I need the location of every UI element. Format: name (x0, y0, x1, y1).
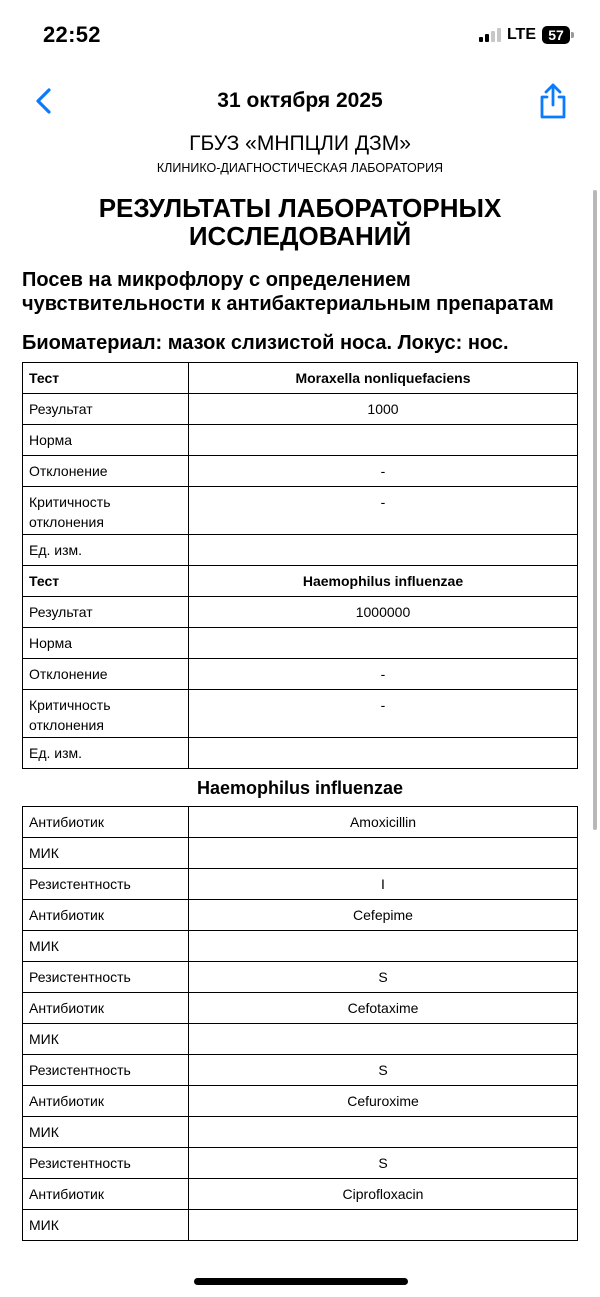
table-row (23, 900, 578, 931)
table-row (23, 628, 578, 659)
table-row (23, 1210, 578, 1241)
criticality-label-line-1: Критичность (29, 494, 111, 510)
table-row (23, 394, 578, 425)
network-type: LTE (506, 26, 536, 43)
mic-label: МИК (23, 1117, 189, 1148)
antibiotic-label: Антибиотик (23, 807, 189, 838)
table-row (23, 738, 578, 769)
norm-value (189, 425, 578, 456)
mic-value (189, 931, 578, 962)
mic-value (189, 1024, 578, 1055)
table-row (23, 535, 578, 566)
table-row (23, 838, 578, 869)
table-row (23, 869, 578, 900)
share-icon (536, 82, 570, 120)
antibiotic-name: Ciprofloxacin (189, 1179, 578, 1210)
table-row (23, 456, 578, 487)
mic-value (189, 1117, 578, 1148)
criticality-value: - (189, 487, 578, 535)
table-row (23, 931, 578, 962)
table-row (23, 659, 578, 690)
page-title: 31 октября 2025 (217, 89, 383, 112)
antibiogram-title: Haemophilus influenzae (196, 778, 404, 798)
organization-name: ГБУЗ «МНПЦЛИ ДЗМ» (189, 132, 411, 155)
status-bar (0, 0, 600, 72)
battery-level: 57 (548, 27, 564, 43)
result-label: Результат (23, 394, 189, 425)
criticality-label (23, 487, 189, 535)
resistance-value: I (189, 869, 578, 900)
resistance-value: S (189, 1148, 578, 1179)
mic-value (189, 838, 578, 869)
unit-label: Ед. изм. (23, 535, 189, 566)
results-table (22, 362, 578, 769)
norm-label: Норма (23, 425, 189, 456)
antibiotic-label: Антибиотик (23, 1086, 189, 1117)
organization-subtitle: КЛИНИКО-ДИАГНОСТИЧЕСКАЯ ЛАБОРАТОРИЯ (156, 161, 444, 175)
deviation-label: Отклонение (23, 456, 189, 487)
test-name: Haemophilus influenzae (189, 566, 578, 597)
antibiotic-name: Cefuroxime (189, 1086, 578, 1117)
mic-value (189, 1210, 578, 1241)
table-row (23, 1086, 578, 1117)
unit-value (189, 535, 578, 566)
status-time: 22:52 (43, 22, 101, 47)
document-title-line-2: ИССЛЕДОВАНИЙ (188, 221, 412, 251)
mic-label: МИК (23, 1210, 189, 1241)
table-row (23, 1117, 578, 1148)
antibiogram-table (22, 806, 578, 1241)
antibiotic-name: Amoxicillin (189, 807, 578, 838)
resistance-label: Резистентность (23, 1148, 189, 1179)
criticality-label-line-2: отклонения (29, 514, 104, 530)
share-button[interactable] (536, 82, 570, 120)
analysis-title-line-2: чувствительности к антибактериальным препаратам (22, 293, 554, 315)
document-title (22, 194, 578, 250)
result-label: Результат (23, 597, 189, 628)
criticality-label-line-1: Критичность (29, 697, 111, 713)
criticality-label-line-2: отклонения (29, 717, 104, 733)
result-value: 1000 (189, 394, 578, 425)
resistance-label: Резистентность (23, 962, 189, 993)
navigation-bar (0, 80, 600, 124)
table-row (23, 1055, 578, 1086)
table-row (23, 962, 578, 993)
antibiotic-label: Антибиотик (23, 993, 189, 1024)
signal-strength-icon (479, 28, 501, 42)
table-row (23, 1024, 578, 1055)
antibiotic-label: Антибиотик (23, 1179, 189, 1210)
norm-label: Норма (23, 628, 189, 659)
resistance-value: S (189, 1055, 578, 1086)
table-row (23, 566, 578, 597)
mic-label: МИК (23, 931, 189, 962)
resistance-label: Резистентность (23, 1055, 189, 1086)
criticality-label (23, 690, 189, 738)
table-row (23, 363, 578, 394)
status-icons (479, 26, 574, 44)
criticality-value: - (189, 690, 578, 738)
test-name: Moraxella nonliquefaciens (189, 363, 578, 394)
antibiotic-name: Cefotaxime (189, 993, 578, 1024)
unit-label: Ед. изм. (23, 738, 189, 769)
test-label: Тест (23, 363, 189, 394)
table-row (23, 425, 578, 456)
table-row (23, 807, 578, 838)
document-content (22, 130, 578, 1241)
biomaterial-info: Биоматериал: мазок слизистой носа. Локус: нос. (22, 332, 509, 354)
scrollbar[interactable] (593, 190, 597, 830)
deviation-label: Отклонение (23, 659, 189, 690)
home-indicator[interactable] (194, 1278, 408, 1285)
table-row (23, 690, 578, 738)
antibiotic-label: Антибиотик (23, 900, 189, 931)
unit-value (189, 738, 578, 769)
table-row (23, 1148, 578, 1179)
table-row (23, 993, 578, 1024)
resistance-label: Резистентность (23, 869, 189, 900)
norm-value (189, 628, 578, 659)
test-label: Тест (23, 566, 189, 597)
analysis-title (22, 268, 578, 316)
result-value: 1000000 (189, 597, 578, 628)
battery-tip (571, 32, 574, 38)
document-title-line-1: РЕЗУЛЬТАТЫ ЛАБОРАТОРНЫХ (98, 193, 502, 223)
table-row (23, 1179, 578, 1210)
table-row (23, 597, 578, 628)
deviation-value: - (189, 456, 578, 487)
mic-label: МИК (23, 838, 189, 869)
deviation-value: - (189, 659, 578, 690)
battery-icon (542, 26, 570, 44)
resistance-value: S (189, 962, 578, 993)
antibiotic-name: Cefepime (189, 900, 578, 931)
mic-label: МИК (23, 1024, 189, 1055)
table-row (23, 487, 578, 535)
analysis-title-line-1: Посев на микрофлору с определением (22, 269, 411, 291)
